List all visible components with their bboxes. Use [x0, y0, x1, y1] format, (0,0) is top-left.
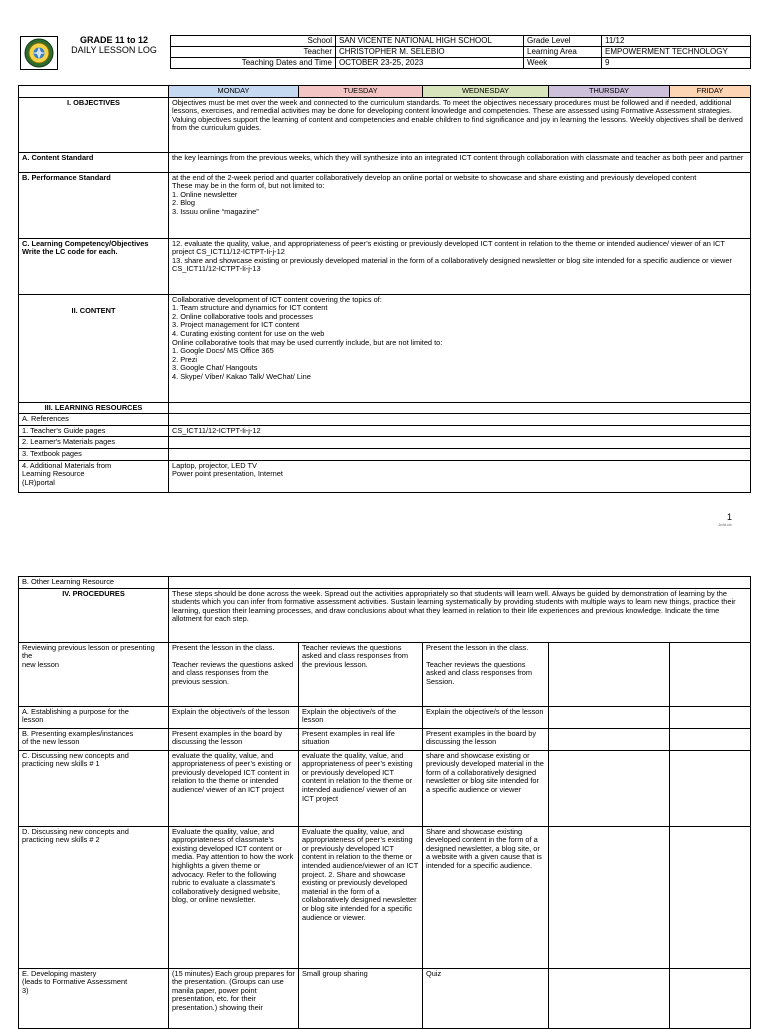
grade-heading: GRADE 11 to 12	[79, 35, 149, 45]
procedure-monday: Evaluate the quality, value, and appropriateness of classmate’s existing developed ICT content or media. Pay attention to how the work highlights a given theme or advocacy. Refer to the following rubric to evaluate a classmate’s collaboratively designed website, blog, or online newsletter.	[169, 826, 299, 968]
grade-level-label: Grade Level	[524, 36, 602, 47]
procedure-thursday	[549, 728, 670, 750]
procedure-thursday	[549, 706, 670, 728]
procedure-row-label: D. Discussing new concepts and practicing new skills # 2	[19, 826, 169, 968]
procedure-row-label: Reviewing previous lesson or presenting the new lesson	[19, 642, 169, 706]
procedures-label: IV. PROCEDURES	[19, 588, 169, 642]
day-header-friday: FRIDAY	[670, 86, 751, 98]
learning-area-value: EMPOWERMENT TECHNOLOGY	[602, 47, 751, 58]
procedure-monday: Present the lesson in the class. Teacher reviews the questions asked and class responses from the previous session.	[169, 642, 299, 706]
lesson-log-table-page-2	[18, 576, 751, 1029]
day-header-monday: MONDAY	[169, 86, 299, 98]
procedures-text: These steps should be done across the week. Spread out the activities appropriately so that students will learn well. Always be guided by demonstration of learning by the students which you can infer from formative assessment activities. Sustain learning systematically by providing students with multiple ways to learn new things, practice their learning, question their learning processes, and draw conclusions about what they learned in relation to their life experiences and previous knowledge. Indicate the time allotment for each step.	[169, 588, 751, 642]
content-text: Collaborative development of ICT content covering the topics of: 1. Team structure and dynamics for ICT content 2. Online collaborative tools and processes 3. Project management for ICT content 4. Curating existing content for use on the web Online collaborative tools that may be used currently include, but are not limited to: 1. Google Docs/ MS Office 365 2. Prezi 3. Google Chat/ Hangouts 4. Skype/ Viber/ Kakao Talk/ WeChat/ Line	[169, 294, 751, 402]
additional-materials-label: 4. Additional Materials from Learning Resource (LR)portal	[19, 460, 169, 492]
procedure-row-label: A. Establishing a purpose for the lesson	[19, 706, 169, 728]
content-standard-label: A. Content Standard	[19, 152, 169, 172]
objectives-label: I. OBJECTIVES	[19, 97, 169, 152]
performance-standard-text: at the end of the 2-week period and quarter collaboratively develop an online portal or website to showcase and share existing and previously developed content These may be in the form of, but not limited to: 1. Online newsletter 2. Blog 3. Issuu online “magazine”	[169, 172, 751, 238]
learning-area-label: Learning Area	[524, 47, 602, 58]
day-header-wednesday: WEDNESDAY	[423, 86, 549, 98]
competency-label: C. Learning Competency/Objectives Write the LC code for each.	[19, 238, 169, 294]
other-resource-value	[169, 577, 751, 589]
procedure-friday	[670, 706, 751, 728]
week-value: 9	[602, 58, 751, 69]
page-tag: Jrdd.clv	[718, 522, 732, 527]
procedure-wednesday: Present the lesson in the class. Teacher reviews the questions asked and class responses from Session.	[423, 642, 549, 706]
procedure-tuesday: evaluate the quality, value, and appropriateness of peer’s existing or previously developed ICT content in relation to the theme or intended audience/ viewer of an ICT project	[299, 750, 423, 826]
page-number	[718, 512, 732, 527]
procedure-thursday	[549, 750, 670, 826]
header-info-table	[170, 35, 751, 69]
log-title: DAILY LESSON LOG	[71, 45, 157, 55]
day-header-thursday: THURSDAY	[549, 86, 670, 98]
procedure-monday: Explain the objective/s of the lesson	[169, 706, 299, 728]
procedure-wednesday: Quiz	[423, 968, 549, 1028]
procedure-thursday	[549, 826, 670, 968]
teacher-label: Teacher	[171, 47, 336, 58]
teachers-guide-text: CS_ICT11/12-ICTPT-Ii-j-12	[169, 425, 751, 437]
references-label: A. References	[19, 414, 169, 426]
procedure-wednesday: Explain the objective/s of the lesson	[423, 706, 549, 728]
procedure-row-label: C. Discussing new concepts and practicing new skills # 1	[19, 750, 169, 826]
learning-resources-label: III. LEARNING RESOURCES	[19, 402, 169, 414]
teachers-guide-label: 1. Teacher's Guide pages	[19, 425, 169, 437]
procedure-thursday	[549, 968, 670, 1028]
procedure-monday: (15 minutes) Each group prepares for the presentation. (Groups can use manila paper, power point presentation, etc. for their presentation.) showing their	[169, 968, 299, 1028]
procedure-friday	[670, 642, 751, 706]
content-label: II. CONTENT	[19, 294, 169, 402]
teacher-value: CHRISTOPHER M. SELEBIO	[336, 47, 524, 58]
procedure-row-label: E. Developing mastery (leads to Formative Assessment 3)	[19, 968, 169, 1028]
dates-value: OCTOBER 23-25, 2023	[336, 58, 524, 69]
lesson-log-table-page-1	[18, 85, 751, 493]
procedure-friday	[670, 728, 751, 750]
procedure-wednesday: Share and showcase existing developed content in the form of a designed newsletter, a blog site, or a website with a given cause that is intended for a specific audience.	[423, 826, 549, 968]
day-header-tuesday: TUESDAY	[299, 86, 423, 98]
learning-resources-value	[169, 402, 751, 414]
procedure-monday: evaluate the quality, value, and appropriateness of peer’s existing or previously developed ICT content in relation to the theme or intended audience/ viewer of an ICT project	[169, 750, 299, 826]
procedure-row-label: B. Presenting examples/instances of the new lesson	[19, 728, 169, 750]
procedure-tuesday: Evaluate the quality, value, and appropriateness of peer’s existing or previously developed ICT content in relation to the theme or intended audience/viewer of an ICT project. 2. Share and showcase existing or previously developed material in the form of a collaboratively designed newsletter or blog site intended for a specific audience or viewer.	[299, 826, 423, 968]
objectives-text: Objectives must be met over the week and connected to the curriculum standards. To meet the objectives necessary procedures must be followed and if needed, additional lessons, exercises, and remedial activities may be done for developing content knowledge and competencies. These are assessed using Formative Assessment strategies. Valuing objectives support the learning of content and competencies and enable children to find significance and joy in learning the lessons. Weekly objectives shall be derived from the curriculum guides.	[169, 97, 751, 152]
additional-materials-text: Laptop, projector, LED TV Power point presentation, Internet	[169, 460, 751, 492]
procedure-friday	[670, 826, 751, 968]
procedure-friday	[670, 750, 751, 826]
other-resource-label: B. Other Learning Resource	[19, 577, 169, 589]
procedure-wednesday: share and showcase existing or previously developed material in the form of a collaboratively designed newsletter or blog site intended for a specific audience or viewer	[423, 750, 549, 826]
performance-standard-label: B. Performance Standard	[19, 172, 169, 238]
day-header-blank	[19, 86, 169, 98]
procedure-wednesday: Present examples in the board by discussing the lesson	[423, 728, 549, 750]
procedure-thursday	[549, 642, 670, 706]
procedure-tuesday: Explain the objective/s of the lesson	[299, 706, 423, 728]
learners-materials-label: 2. Learner's Materials pages	[19, 437, 169, 449]
procedure-tuesday: Small group sharing	[299, 968, 423, 1028]
school-seal-logo	[20, 36, 58, 70]
competency-text: 12. evaluate the quality, value, and appropriateness of peer’s existing or previously developed ICT content in relation to the theme or intended audience/ viewer of an ICT project CS_ICT11/12-ICTPT-Ii-j-12 13. share and showcase existing or previously developed material in the form of a collaboratively designed newsletter or blog site intended for a specific audience or viewer CS_ICT11/12-ICTPT-Ii-j-13	[169, 238, 751, 294]
procedure-tuesday: Present examples in real life situation	[299, 728, 423, 750]
procedure-tuesday: Teacher reviews the questions asked and class responses from the previous lesson.	[299, 642, 423, 706]
learners-materials-value	[169, 437, 751, 449]
content-standard-text: the key learnings from the previous weeks, which they will synthesize into an integrated ICT content through collaboration with classmate and teacher as both peer and partner	[169, 152, 751, 172]
page-number-text: 1	[726, 512, 732, 522]
grade-level-value: 11/12	[602, 36, 751, 47]
textbook-pages-value	[169, 448, 751, 460]
school-label: School	[171, 36, 336, 47]
school-value: SAN VICENTE NATIONAL HIGH SCHOOL	[336, 36, 524, 47]
procedure-monday: Present examples in the board by discussing the lesson	[169, 728, 299, 750]
dates-label: Teaching Dates and Time	[171, 58, 336, 69]
references-value	[169, 414, 751, 426]
textbook-pages-label: 3. Textbook pages	[19, 448, 169, 460]
procedure-friday	[670, 968, 751, 1028]
header-title-block	[58, 35, 170, 55]
week-label: Week	[524, 58, 602, 69]
